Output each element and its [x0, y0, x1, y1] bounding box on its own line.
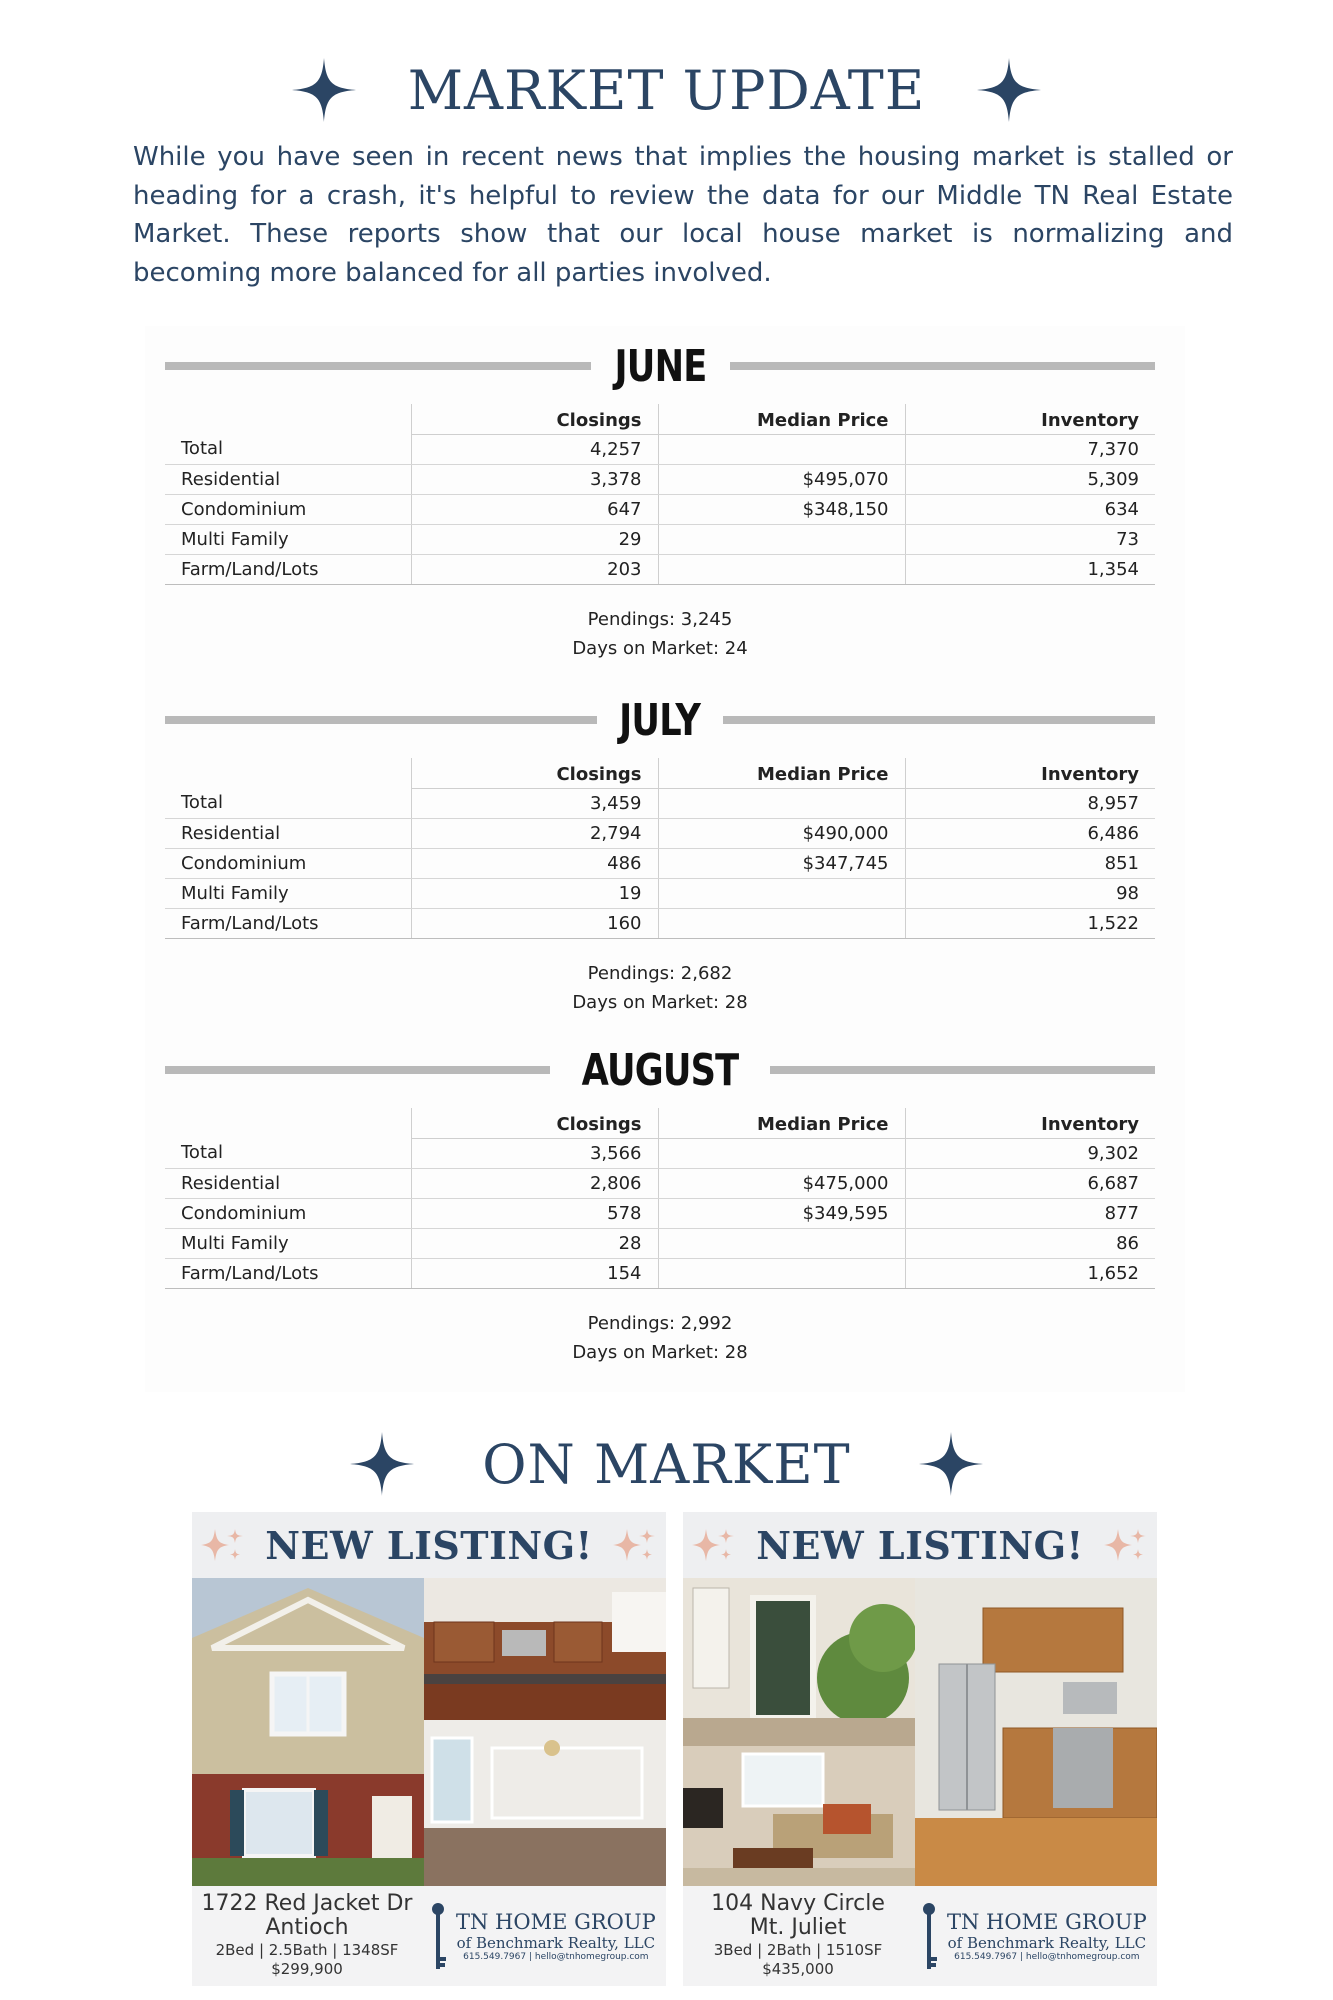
- brokerage-logo: [913, 1886, 1157, 1986]
- divider: [770, 1066, 1155, 1074]
- median-price-cell: [658, 788, 905, 818]
- inventory-cell: 8,957: [905, 788, 1155, 818]
- table-row: [165, 1258, 1155, 1288]
- row-label: Farm/Land/Lots: [165, 554, 411, 584]
- row-label: Total: [165, 434, 411, 464]
- table-row: [165, 1228, 1155, 1258]
- row-label: Total: [165, 788, 411, 818]
- closings-cell: 19: [411, 878, 658, 908]
- listing-street: 104 Navy Circle: [711, 1891, 885, 1916]
- table-row: [165, 524, 1155, 554]
- month-title: JULY: [619, 694, 701, 746]
- row-label: Residential: [165, 464, 411, 494]
- listing-price: $435,000: [762, 1960, 834, 1978]
- sparkle-star-icon: [919, 1432, 983, 1496]
- table-row: [165, 554, 1155, 584]
- table-row: [165, 848, 1155, 878]
- median-price-cell: $349,595: [658, 1198, 905, 1228]
- sparkle-star-icon: [292, 58, 356, 122]
- listing-photo-collage[interactable]: [683, 1578, 1157, 1886]
- row-label: Condominium: [165, 1198, 411, 1228]
- inventory-cell: 634: [905, 494, 1155, 524]
- month-summary: [165, 605, 1155, 663]
- listing-street: 1722 Red Jacket Dr: [201, 1891, 413, 1916]
- median-price-cell: [658, 1258, 905, 1288]
- days-on-market-text: Days on Market: 28: [572, 991, 748, 1013]
- divider: [165, 362, 591, 370]
- table-row: [165, 494, 1155, 524]
- column-header-closings: Closings: [411, 1108, 658, 1138]
- brand-name: TN HOME GROUP: [947, 1910, 1147, 1934]
- divider: [165, 1066, 550, 1074]
- brand-subtitle: of Benchmark Realty, LLC: [456, 1934, 656, 1952]
- sparkle-star-icon: [350, 1432, 414, 1496]
- house-photo: [192, 1578, 666, 1886]
- listing-footer: [683, 1886, 1157, 1986]
- row-label: Multi Family: [165, 1228, 411, 1258]
- pendings-text: Pendings: 3,245: [587, 608, 733, 630]
- closings-cell: 3,459: [411, 788, 658, 818]
- row-label: Multi Family: [165, 878, 411, 908]
- section-title: ON MARKET: [482, 1432, 851, 1496]
- row-label: Total: [165, 1138, 411, 1168]
- median-price-cell: $490,000: [658, 818, 905, 848]
- divider: [723, 716, 1155, 724]
- month-section-august: [165, 1042, 1155, 1367]
- month-title: JUNE: [614, 340, 707, 392]
- column-header-median-price: Median Price: [658, 758, 905, 788]
- closings-cell: 647: [411, 494, 658, 524]
- pendings-text: Pendings: 2,992: [587, 1312, 733, 1334]
- on-market-heading: [0, 1432, 1333, 1496]
- closings-cell: 2,794: [411, 818, 658, 848]
- inventory-cell: 1,354: [905, 554, 1155, 584]
- market-report: [145, 326, 1185, 1392]
- column-header-inventory: Inventory: [905, 1108, 1155, 1138]
- stats-table: [165, 404, 1155, 585]
- row-label: Residential: [165, 818, 411, 848]
- divider: [165, 716, 597, 724]
- inventory-cell: 5,309: [905, 464, 1155, 494]
- row-label: Farm/Land/Lots: [165, 908, 411, 938]
- house-photo: [683, 1578, 1157, 1886]
- month-section-june: [165, 338, 1155, 663]
- brand-name: TN HOME GROUP: [456, 1910, 656, 1934]
- stats-table: [165, 1108, 1155, 1289]
- brand-contact: 615.549.7967 | hello@tnhomegroup.com: [954, 1952, 1140, 1962]
- closings-cell: 2,806: [411, 1168, 658, 1198]
- month-summary: [165, 959, 1155, 1017]
- inventory-cell: 1,652: [905, 1258, 1155, 1288]
- row-label: Farm/Land/Lots: [165, 1258, 411, 1288]
- median-price-cell: [658, 434, 905, 464]
- median-price-cell: [658, 878, 905, 908]
- inventory-cell: 851: [905, 848, 1155, 878]
- closings-cell: 4,257: [411, 434, 658, 464]
- market-update-heading: [0, 58, 1333, 122]
- page-title: MARKET UPDATE: [407, 58, 926, 122]
- table-row: [165, 464, 1155, 494]
- listing-card[interactable]: [192, 1512, 666, 1986]
- listing-address: [192, 1886, 422, 1986]
- closings-cell: 3,378: [411, 464, 658, 494]
- sparkle-icon: [692, 1525, 736, 1565]
- inventory-cell: 6,486: [905, 818, 1155, 848]
- closings-cell: 28: [411, 1228, 658, 1258]
- column-header-inventory: Inventory: [905, 758, 1155, 788]
- inventory-cell: 6,687: [905, 1168, 1155, 1198]
- column-header-inventory: Inventory: [905, 404, 1155, 434]
- month-summary: [165, 1309, 1155, 1367]
- key-icon: [428, 1901, 448, 1971]
- closings-cell: 486: [411, 848, 658, 878]
- listing-details: 2Bed | 2.5Bath | 1348SF: [215, 1941, 399, 1959]
- column-header-closings: Closings: [411, 404, 658, 434]
- closings-cell: 203: [411, 554, 658, 584]
- row-label: Multi Family: [165, 524, 411, 554]
- month-title: AUGUST: [581, 1044, 739, 1096]
- row-label: Condominium: [165, 848, 411, 878]
- table-row: [165, 1138, 1155, 1168]
- median-price-cell: [658, 908, 905, 938]
- median-price-cell: [658, 524, 905, 554]
- listing-price: $299,900: [271, 1960, 343, 1978]
- table-row: [165, 1168, 1155, 1198]
- pendings-text: Pendings: 2,682: [587, 962, 733, 984]
- table-row: [165, 878, 1155, 908]
- key-icon: [919, 1901, 939, 1971]
- closings-cell: 578: [411, 1198, 658, 1228]
- median-price-cell: [658, 1228, 905, 1258]
- median-price-cell: $348,150: [658, 494, 905, 524]
- listing-city: Antioch: [265, 1915, 349, 1940]
- divider: [730, 362, 1156, 370]
- listing-footer: [192, 1886, 666, 1986]
- median-price-cell: [658, 554, 905, 584]
- inventory-cell: 9,302: [905, 1138, 1155, 1168]
- table-row: [165, 818, 1155, 848]
- inventory-cell: 1,522: [905, 908, 1155, 938]
- sparkle-icon: [201, 1525, 245, 1565]
- listing-details: 3Bed | 2Bath | 1510SF: [713, 1941, 883, 1959]
- days-on-market-text: Days on Market: 28: [572, 1341, 748, 1363]
- sparkle-star-icon: [977, 58, 1041, 122]
- table-row: [165, 788, 1155, 818]
- median-price-cell: $347,745: [658, 848, 905, 878]
- row-label: Residential: [165, 1168, 411, 1198]
- brokerage-logo: [422, 1886, 666, 1986]
- listing-card[interactable]: [683, 1512, 1157, 1986]
- listing-address: [683, 1886, 913, 1986]
- closings-cell: 160: [411, 908, 658, 938]
- listing-city: Mt. Juliet: [749, 1915, 847, 1940]
- month-section-july: [165, 692, 1155, 1017]
- row-label: Condominium: [165, 494, 411, 524]
- closings-cell: 29: [411, 524, 658, 554]
- median-price-cell: $475,000: [658, 1168, 905, 1198]
- inventory-cell: 86: [905, 1228, 1155, 1258]
- brand-contact: 615.549.7967 | hello@tnhomegroup.com: [463, 1952, 649, 1962]
- listing-photo-collage[interactable]: [192, 1578, 666, 1886]
- column-header-closings: Closings: [411, 758, 658, 788]
- table-row: [165, 434, 1155, 464]
- sparkle-icon: [1104, 1525, 1148, 1565]
- days-on-market-text: Days on Market: 24: [572, 637, 748, 659]
- median-price-cell: $495,070: [658, 464, 905, 494]
- inventory-cell: 7,370: [905, 434, 1155, 464]
- table-row: [165, 908, 1155, 938]
- sparkle-icon: [613, 1525, 657, 1565]
- inventory-cell: 877: [905, 1198, 1155, 1228]
- median-price-cell: [658, 1138, 905, 1168]
- closings-cell: 154: [411, 1258, 658, 1288]
- inventory-cell: 73: [905, 524, 1155, 554]
- column-header-median-price: Median Price: [658, 404, 905, 434]
- stats-table: [165, 758, 1155, 939]
- intro-paragraph: While you have seen in recent news that implies the housing market is stalled or heading for a crash, it's helpful to review the data for our Middle TN Real Estate Market. These reports show that our local house market is normalizing and becoming more balanced for all parties involved.: [133, 142, 1233, 288]
- table-row: [165, 1198, 1155, 1228]
- brand-subtitle: of Benchmark Realty, LLC: [947, 1934, 1147, 1952]
- new-listing-badge: NEW LISTING!: [265, 1522, 593, 1568]
- closings-cell: 3,566: [411, 1138, 658, 1168]
- new-listing-badge: NEW LISTING!: [756, 1522, 1084, 1568]
- column-header-median-price: Median Price: [658, 1108, 905, 1138]
- inventory-cell: 98: [905, 878, 1155, 908]
